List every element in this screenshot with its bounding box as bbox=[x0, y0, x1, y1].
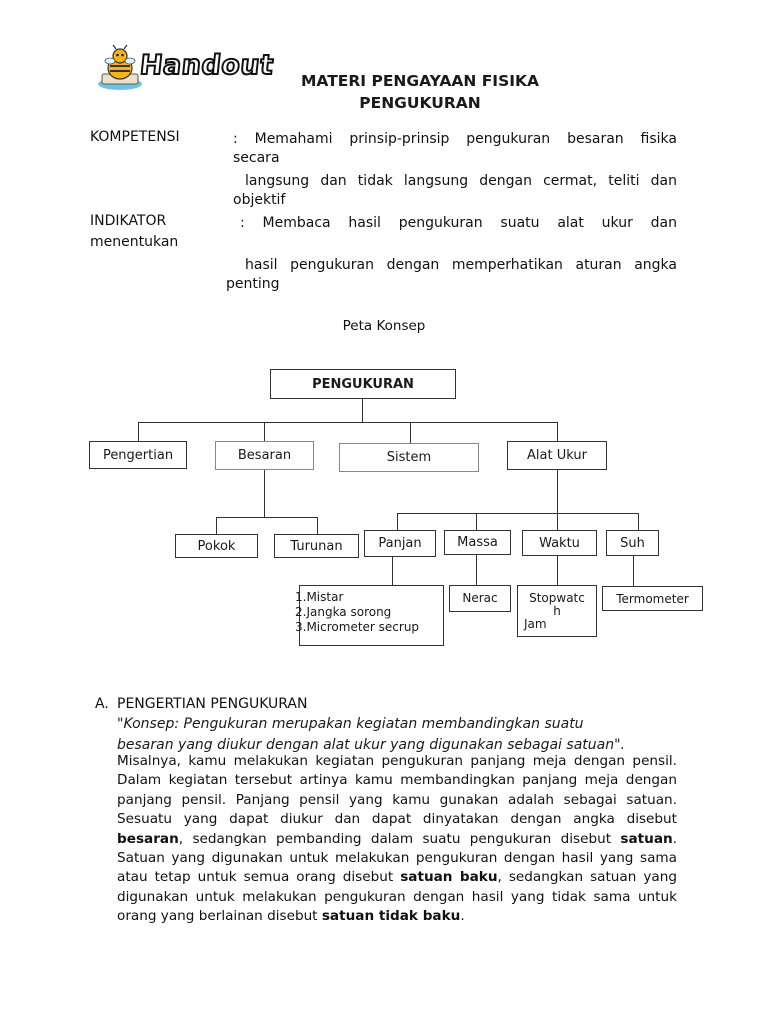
logo-text: Handout bbox=[138, 50, 276, 81]
connector bbox=[216, 517, 318, 518]
handout-logo bbox=[96, 44, 274, 92]
node-pengukuran: PENGUKURAN bbox=[270, 369, 456, 399]
stopwatch-line-2: h bbox=[553, 604, 561, 618]
kompetensi-line-1: : Memahami prinsip-prinsip pengukuran besaran fisika bbox=[233, 131, 677, 147]
list-num: 3. bbox=[295, 620, 307, 634]
para-text: atau tetap untuk semua orang disebut bbox=[117, 869, 401, 886]
quote-line-1: "Konsep: Pengukuran merupakan kegiatan membandingkan suatu bbox=[117, 716, 584, 732]
connector bbox=[264, 470, 265, 517]
kompetensi-line-4: objektif bbox=[233, 192, 286, 208]
section-marker: A. bbox=[95, 696, 109, 712]
connector bbox=[362, 398, 363, 422]
node-stopwatch bbox=[517, 585, 597, 637]
node-suhu: Suh bbox=[606, 530, 659, 556]
node-panjang: Panjan bbox=[364, 530, 436, 557]
section-paragraph bbox=[117, 752, 677, 927]
quote-line-2: besaran yang diukur dengan alat ukur yang digunakan sebagai satuan". bbox=[117, 737, 625, 753]
list-item bbox=[295, 620, 443, 635]
list-text: Jangka sorong bbox=[306, 605, 392, 619]
title-line-2: PENGUKURAN bbox=[359, 94, 481, 112]
node-turunan: Turunan bbox=[274, 534, 359, 558]
connector bbox=[138, 422, 558, 423]
node-neraca: Nerac bbox=[449, 585, 511, 612]
term-satuan-baku: satuan baku bbox=[400, 869, 498, 886]
connector bbox=[633, 556, 634, 586]
concept-quote bbox=[117, 714, 677, 756]
connector bbox=[397, 513, 639, 514]
term-besaran: besaran bbox=[117, 830, 179, 847]
connector bbox=[410, 422, 411, 444]
title-line-1: MATERI PENGAYAAN FISIKA bbox=[300, 72, 540, 90]
para-text: orang yang berlainan disebut bbox=[117, 908, 322, 925]
para-line bbox=[117, 830, 677, 849]
para-line: Misalnya, kamu melakukan kegiatan pengukuran panjang meja dengan pensil. bbox=[117, 753, 677, 769]
list-num: 2. bbox=[295, 605, 307, 619]
list-item bbox=[295, 590, 443, 605]
para-text: , sedangkan satuan yang bbox=[497, 869, 677, 886]
connector bbox=[397, 513, 398, 530]
indikator-line-1: : Membaca hasil pengukuran suatu alat ukur dan bbox=[240, 215, 677, 231]
stopwatch-line-3: Jam bbox=[524, 617, 547, 631]
kompetensi-line-3: langsung dan tidak langsung dengan cermat, teliti dan bbox=[245, 173, 677, 189]
node-waktu: Waktu bbox=[522, 530, 597, 556]
kompetensi-line-2: secara bbox=[233, 150, 280, 166]
term-satuan-tidak-baku: satuan tidak baku bbox=[321, 908, 461, 925]
connector bbox=[476, 513, 477, 530]
para-line bbox=[117, 868, 677, 887]
list-num: 1. bbox=[295, 590, 307, 604]
para-line: panjang pensil. Panjang pensil yang kamu gunakan adalah sebagai satuan. bbox=[117, 791, 677, 808]
node-pokok: Pokok bbox=[175, 534, 258, 558]
term-satuan: satuan bbox=[620, 830, 673, 847]
connector bbox=[557, 556, 558, 585]
node-sistem: Sistem bbox=[339, 443, 479, 472]
page-title bbox=[270, 70, 570, 114]
connector bbox=[392, 557, 393, 585]
list-item bbox=[295, 605, 443, 620]
indikator-line-2: menentukan bbox=[90, 234, 179, 250]
node-alat-ukur: Alat Ukur bbox=[507, 441, 607, 470]
para-line: Dalam kegiatan tersebut artinya kamu membandingkan panjang meja dengan bbox=[117, 772, 677, 789]
node-panjang-list bbox=[295, 585, 444, 646]
para-text: , sedangkan pembanding dalam suatu pengukuran disebut bbox=[178, 830, 621, 847]
list-text: Mistar bbox=[306, 590, 344, 604]
connector bbox=[216, 517, 217, 534]
node-besaran: Besaran bbox=[215, 441, 314, 470]
node-termometer: Termometer bbox=[602, 586, 703, 611]
section-heading: PENGERTIAN PENGUKURAN bbox=[117, 696, 308, 712]
connector bbox=[476, 554, 477, 585]
node-pengertian: Pengertian bbox=[89, 441, 187, 469]
indikator-label: INDIKATOR bbox=[90, 213, 167, 229]
bee-reading-icon bbox=[96, 44, 144, 92]
para-line: digunakan untuk melakukan pengukuran dengan hasil yang tidak sama untuk bbox=[117, 888, 677, 905]
para-text: . bbox=[672, 830, 677, 847]
connector bbox=[557, 513, 558, 530]
connector bbox=[638, 513, 639, 530]
connector bbox=[317, 517, 318, 534]
node-massa: Massa bbox=[444, 530, 511, 555]
para-text: . bbox=[460, 908, 465, 925]
stopwatch-line-1: Stopwatc bbox=[529, 591, 585, 605]
para-line: Sesuatu yang dapat diukur dan dapat dinyatakan dengan angka disebut bbox=[117, 811, 677, 828]
para-line bbox=[117, 907, 677, 926]
kompetensi-label: KOMPETENSI bbox=[90, 129, 180, 145]
connector bbox=[264, 422, 265, 442]
connector bbox=[138, 422, 139, 442]
connector bbox=[557, 470, 558, 513]
concept-map-caption: Peta Konsep bbox=[342, 318, 426, 334]
para-line: Satuan yang digunakan untuk melakukan pengukuran dengan hasil yang sama bbox=[117, 850, 677, 867]
indikator-line-3: hasil pengukuran dengan memperhatikan aturan angka bbox=[245, 257, 677, 273]
indikator-line-4: penting bbox=[226, 276, 280, 292]
list-text: Micrometer secrup bbox=[306, 620, 420, 634]
connector bbox=[557, 422, 558, 442]
